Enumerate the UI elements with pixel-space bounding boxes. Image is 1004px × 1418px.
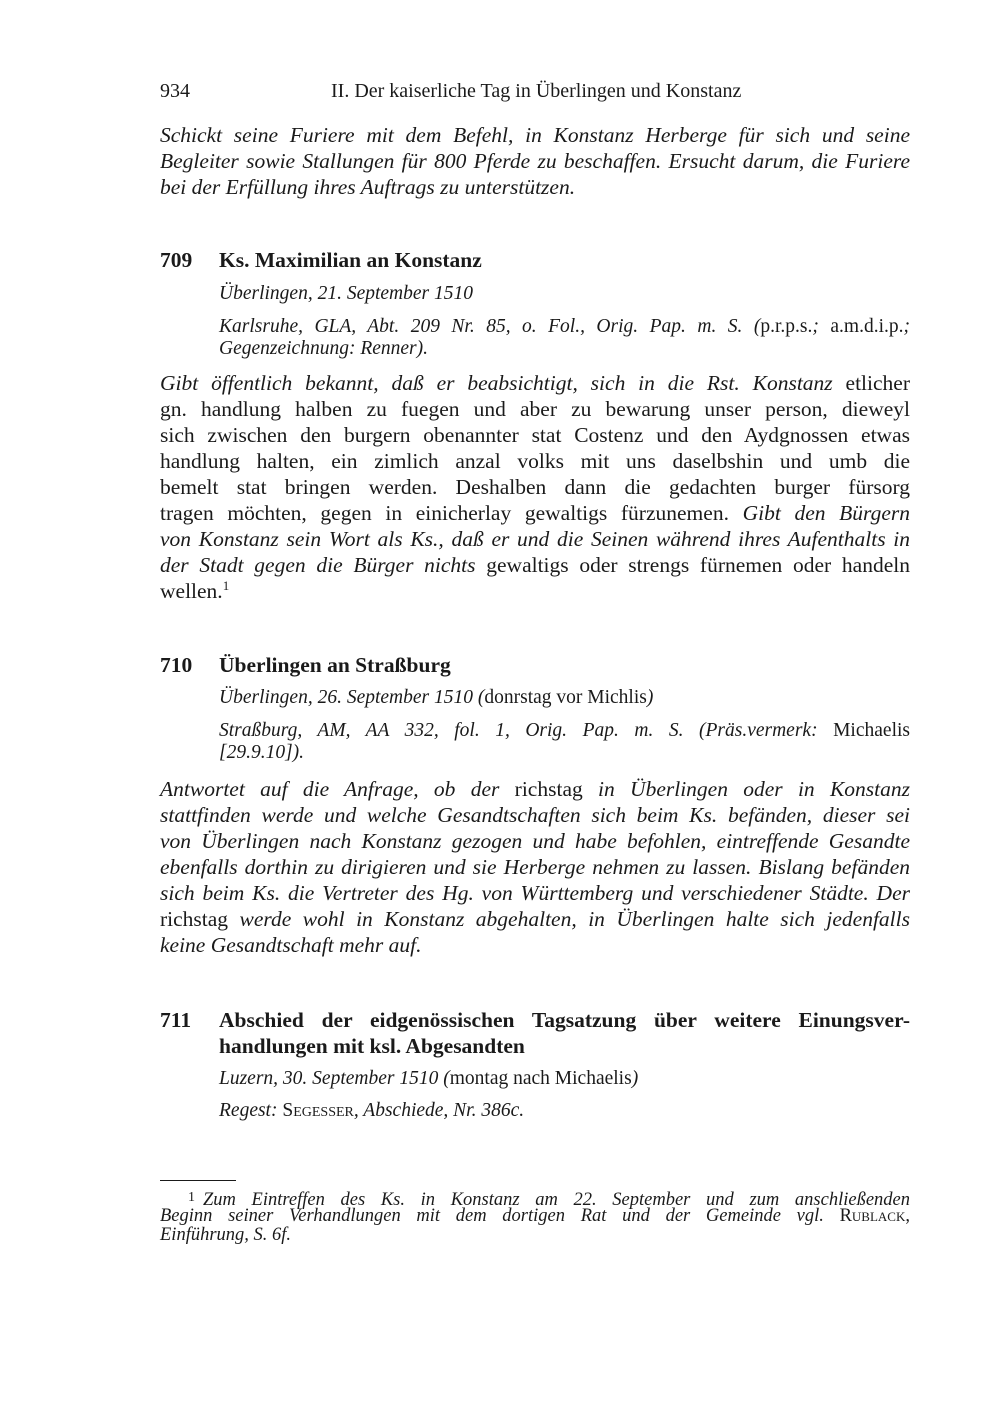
quoted-text: richstag	[160, 907, 240, 931]
entry-title: Ks. Maximilian an Konstanz	[219, 248, 482, 272]
italic-summary: in Überlingen oder in Konstanz	[598, 777, 910, 801]
body-line: sich zwischen den burgern obenannter stat Costenz und den Aydgnossen etwas	[160, 423, 910, 447]
entry-number: 711	[160, 1008, 192, 1032]
body-line	[160, 370, 910, 396]
intro-line: Begleiter sowie Stallungen für 800 Pferde zu beschaffen. Ersucht darum, die Furiere	[160, 149, 910, 173]
date-punct: )	[646, 687, 654, 708]
body-line: gn. handlung halben zu fuegen und aber zu bewarung unser person, dieweyl	[160, 397, 910, 421]
footnote-text: Zum Eintreffen des Ks. in Konstanz am 22. September und zum anschließenden	[203, 1190, 910, 1210]
source-punct: ;	[812, 316, 819, 337]
entry-date: Überlingen, 21. September 1510	[219, 283, 473, 304]
body-line: keine Gesandtschaft mehr auf.	[160, 933, 422, 957]
quoted-text: etlicher	[832, 371, 910, 395]
intro-line: bei der Erfüllung ihres Auftrags zu unterstützen.	[160, 175, 576, 199]
quoted-text: gewaltigs oder strengs fürnemen oder handeln	[475, 553, 910, 577]
quoted-text: wellen.	[160, 579, 223, 603]
footnote-punct: ,	[905, 1206, 910, 1226]
quoted-text: richstag	[499, 777, 599, 801]
body-line	[160, 552, 910, 578]
footnote-line	[160, 1207, 910, 1226]
regest-label: Regest:	[219, 1100, 283, 1121]
intro-line: Schickt seine Furiere mit dem Befehl, in Konstanz Herberge für sich und seine	[160, 123, 910, 147]
footnote-divider	[160, 1180, 236, 1181]
source-roman: p.r.p.s.	[760, 316, 813, 337]
body-line: von Überlingen nach Konstanz gezogen und habe befohlen, eintreffende Gesandte	[160, 829, 910, 853]
quoted-text: tragen möchten, gegen in einicherlay gewaltigs fürzunemen.	[160, 501, 743, 525]
source-roman: Michaelis	[817, 720, 910, 741]
regest-author: Segesser	[282, 1100, 354, 1121]
entry-date	[219, 1068, 910, 1090]
footnote-reference[interactable]: 1	[222, 577, 230, 593]
footnote-author: Rublack	[839, 1206, 906, 1226]
entry-title: Überlingen an Straßburg	[219, 653, 451, 677]
italic-summary: Gibt den Bürgern	[742, 501, 910, 525]
footnote-line: Einführung, S. 6f.	[160, 1225, 292, 1245]
entry-title: Abschied der eidgenössischen Tagsatzung über weitere Einungsver-	[219, 1008, 910, 1032]
body-line	[160, 776, 910, 802]
date-original: donrstag vor Michlis	[484, 687, 647, 708]
body-line: bemelt stat bringen werden. Deshalben dann die gedachten burger fürsorg	[160, 475, 910, 499]
italic-summary: Antwortet auf die Anfrage, ob der	[160, 777, 500, 801]
source-text: Karlsruhe, GLA, Abt. 209 Nr. 85, o. Fol., Orig. Pap. m. S. (	[219, 316, 761, 337]
footnote-number: 1	[188, 1190, 195, 1205]
entry-source-line	[219, 316, 910, 338]
entry-date	[219, 687, 910, 709]
entry-title-continued: handlungen mit ksl. Abgesandten	[219, 1034, 525, 1058]
body-line	[160, 906, 910, 932]
entry-source-line: [29.9.10]).	[219, 742, 305, 763]
italic-summary: Gibt öffentlich bekannt, daß er beabsichtigt, sich in die Rst. Konstanz	[160, 371, 833, 395]
body-line: stattfinden werde und welche Gesandtschaften sich beim Ks. befänden, dieser sei	[160, 803, 910, 827]
entry-number: 709	[160, 248, 193, 272]
running-title: II. Der kaiserliche Tag in Überlingen und Konstanz	[331, 80, 742, 102]
body-line: ebenfalls dorthin zu dirigieren und sie Herberge nehmen zu lassen. Bislang befänden	[160, 855, 910, 879]
source-punct: ;	[903, 316, 911, 337]
date-text: Überlingen, 26. September 1510 (	[219, 687, 485, 708]
body-line: handlung halten, ein zimlich anzal volks mit uns daselbshin und umb die	[160, 449, 910, 473]
body-line: sich beim Ks. die Vertreter des Hg. von Württemberg und verschiedener Städte. Der	[160, 881, 910, 905]
regest-reference: , Abschiede, Nr. 386c.	[353, 1100, 525, 1121]
entry-source-line: Gegenzeichnung: Renner).	[219, 338, 429, 359]
italic-summary: der Stadt gegen die Bürger nichts	[160, 553, 476, 577]
source-text: Straßburg, AM, AA 332, fol. 1, Orig. Pap. m. S. (Präs.vermerk:	[219, 720, 818, 741]
page-number: 934	[160, 80, 190, 102]
entry-regest	[219, 1100, 910, 1122]
source-roman: a.m.d.i.p.	[830, 316, 904, 337]
date-original: montag nach Michaelis	[449, 1068, 632, 1089]
body-line: von Konstanz sein Wort als Ks., daß er und die Seinen während ihres Aufenthalts in	[160, 527, 910, 551]
body-line	[160, 500, 910, 526]
date-text: Luzern, 30. September 1510 (	[219, 1068, 450, 1089]
footnote-text: Beginn seiner Verhandlungen mit dem dortigen Rat und der Gemeinde vgl.	[160, 1206, 840, 1226]
entry-number: 710	[160, 653, 193, 677]
body-line	[160, 578, 910, 604]
italic-summary: werde wohl in Konstanz abgehalten, in Überlingen halte sich jedenfalls	[239, 907, 910, 931]
date-punct: )	[631, 1068, 639, 1089]
entry-source-line	[219, 720, 910, 742]
